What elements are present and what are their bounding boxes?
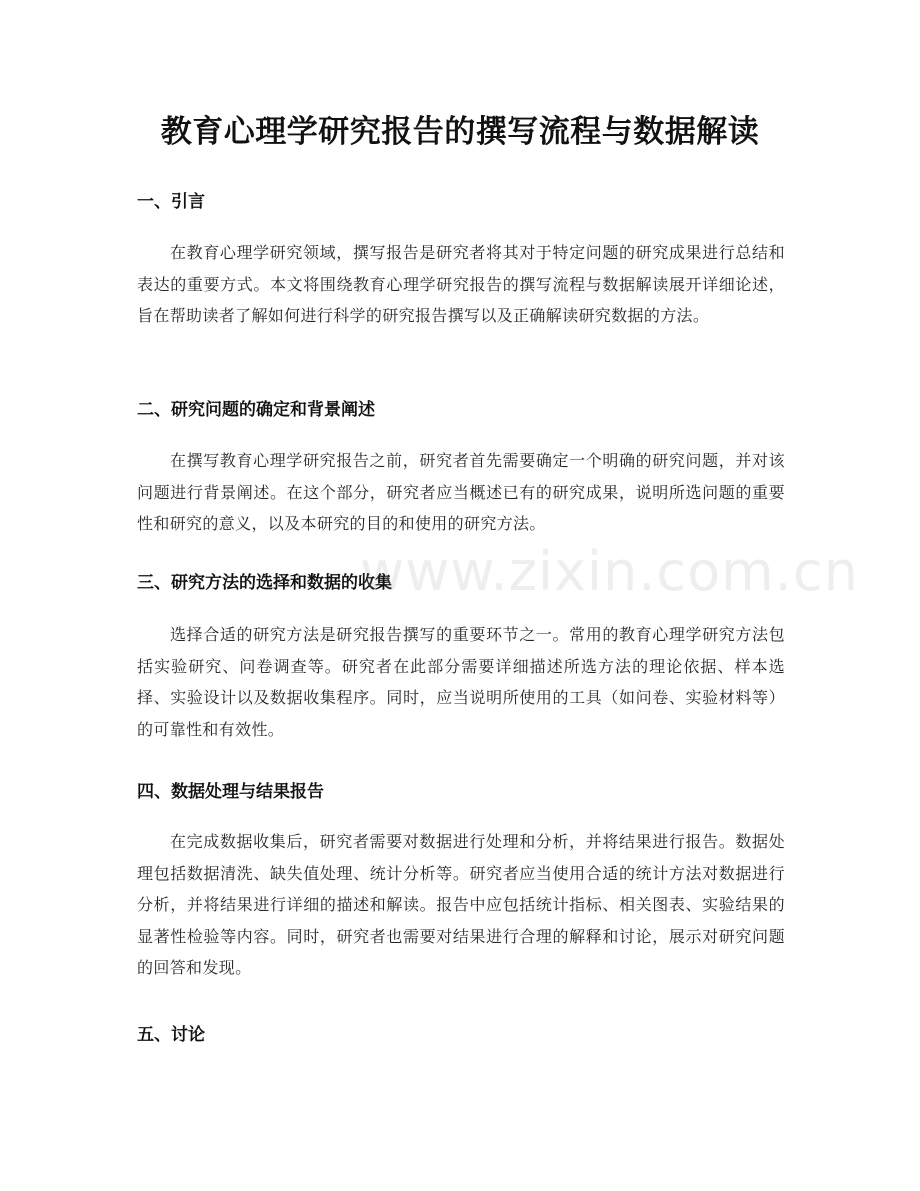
section-paragraph-data-processing: 在完成数据收集后，研究者需要对数据进行处理和分析，并将结果进行报告。数据处理包括数据清洗、缺失值处理、统计分析等。研究者应当使用合适的统计方法对数据进行分析，并将结果进行详细的描述和解读。报告中应包括统计指标、相关图表、实验结果的显著性检验等内容。同时，研究者也需要对结果进行合理的解释和讨论，展示对研究问题的回答和发现。 xyxy=(137,832,785,977)
section-heading-introduction: 一、引言 xyxy=(137,192,205,212)
section-heading-discussion: 五、讨论 xyxy=(137,1025,205,1045)
section-paragraph-methods: 选择合适的研究方法是研究报告撰写的重要环节之一。常用的教育心理学研究方法包括实验研究、问卷调查等。研究者在此部分需要详细描述所选方法的理论依据、样本选择、实验设计以及数据收集程序。同时，应当说明所使用的工具（如问卷、实验材料等）的可靠性和有效性。 xyxy=(137,625,785,739)
section-paragraph-research-question: 在撰写教育心理学研究报告之前，研究者首先需要确定一个明确的研究问题，并对该问题进行背景阐述。在这个部分，研究者应当概述已有的研究成果，说明所选问题的重要性和研究的意义，以及本研究的目的和使用的研究方法。 xyxy=(137,451,785,533)
section-heading-methods: 三、研究方法的选择和数据的收集 xyxy=(137,573,392,593)
document-title: 教育心理学研究报告的撰写流程与数据解读 xyxy=(160,114,760,150)
section-paragraph-introduction: 在教育心理学研究领域，撰写报告是研究者将其对于特定问题的研究成果进行总结和表达的重要方式。本文将围绕教育心理学研究报告的撰写流程与数据解读展开详细论述，旨在帮助读者了解如何进行科学的研究报告撰写以及正确解读研究数据的方法。 xyxy=(137,243,785,325)
section-heading-research-question: 二、研究问题的确定和背景阐述 xyxy=(137,400,375,420)
section-heading-data-processing: 四、数据处理与结果报告 xyxy=(137,782,324,802)
watermark: www.zixin.com.cn xyxy=(360,540,859,603)
